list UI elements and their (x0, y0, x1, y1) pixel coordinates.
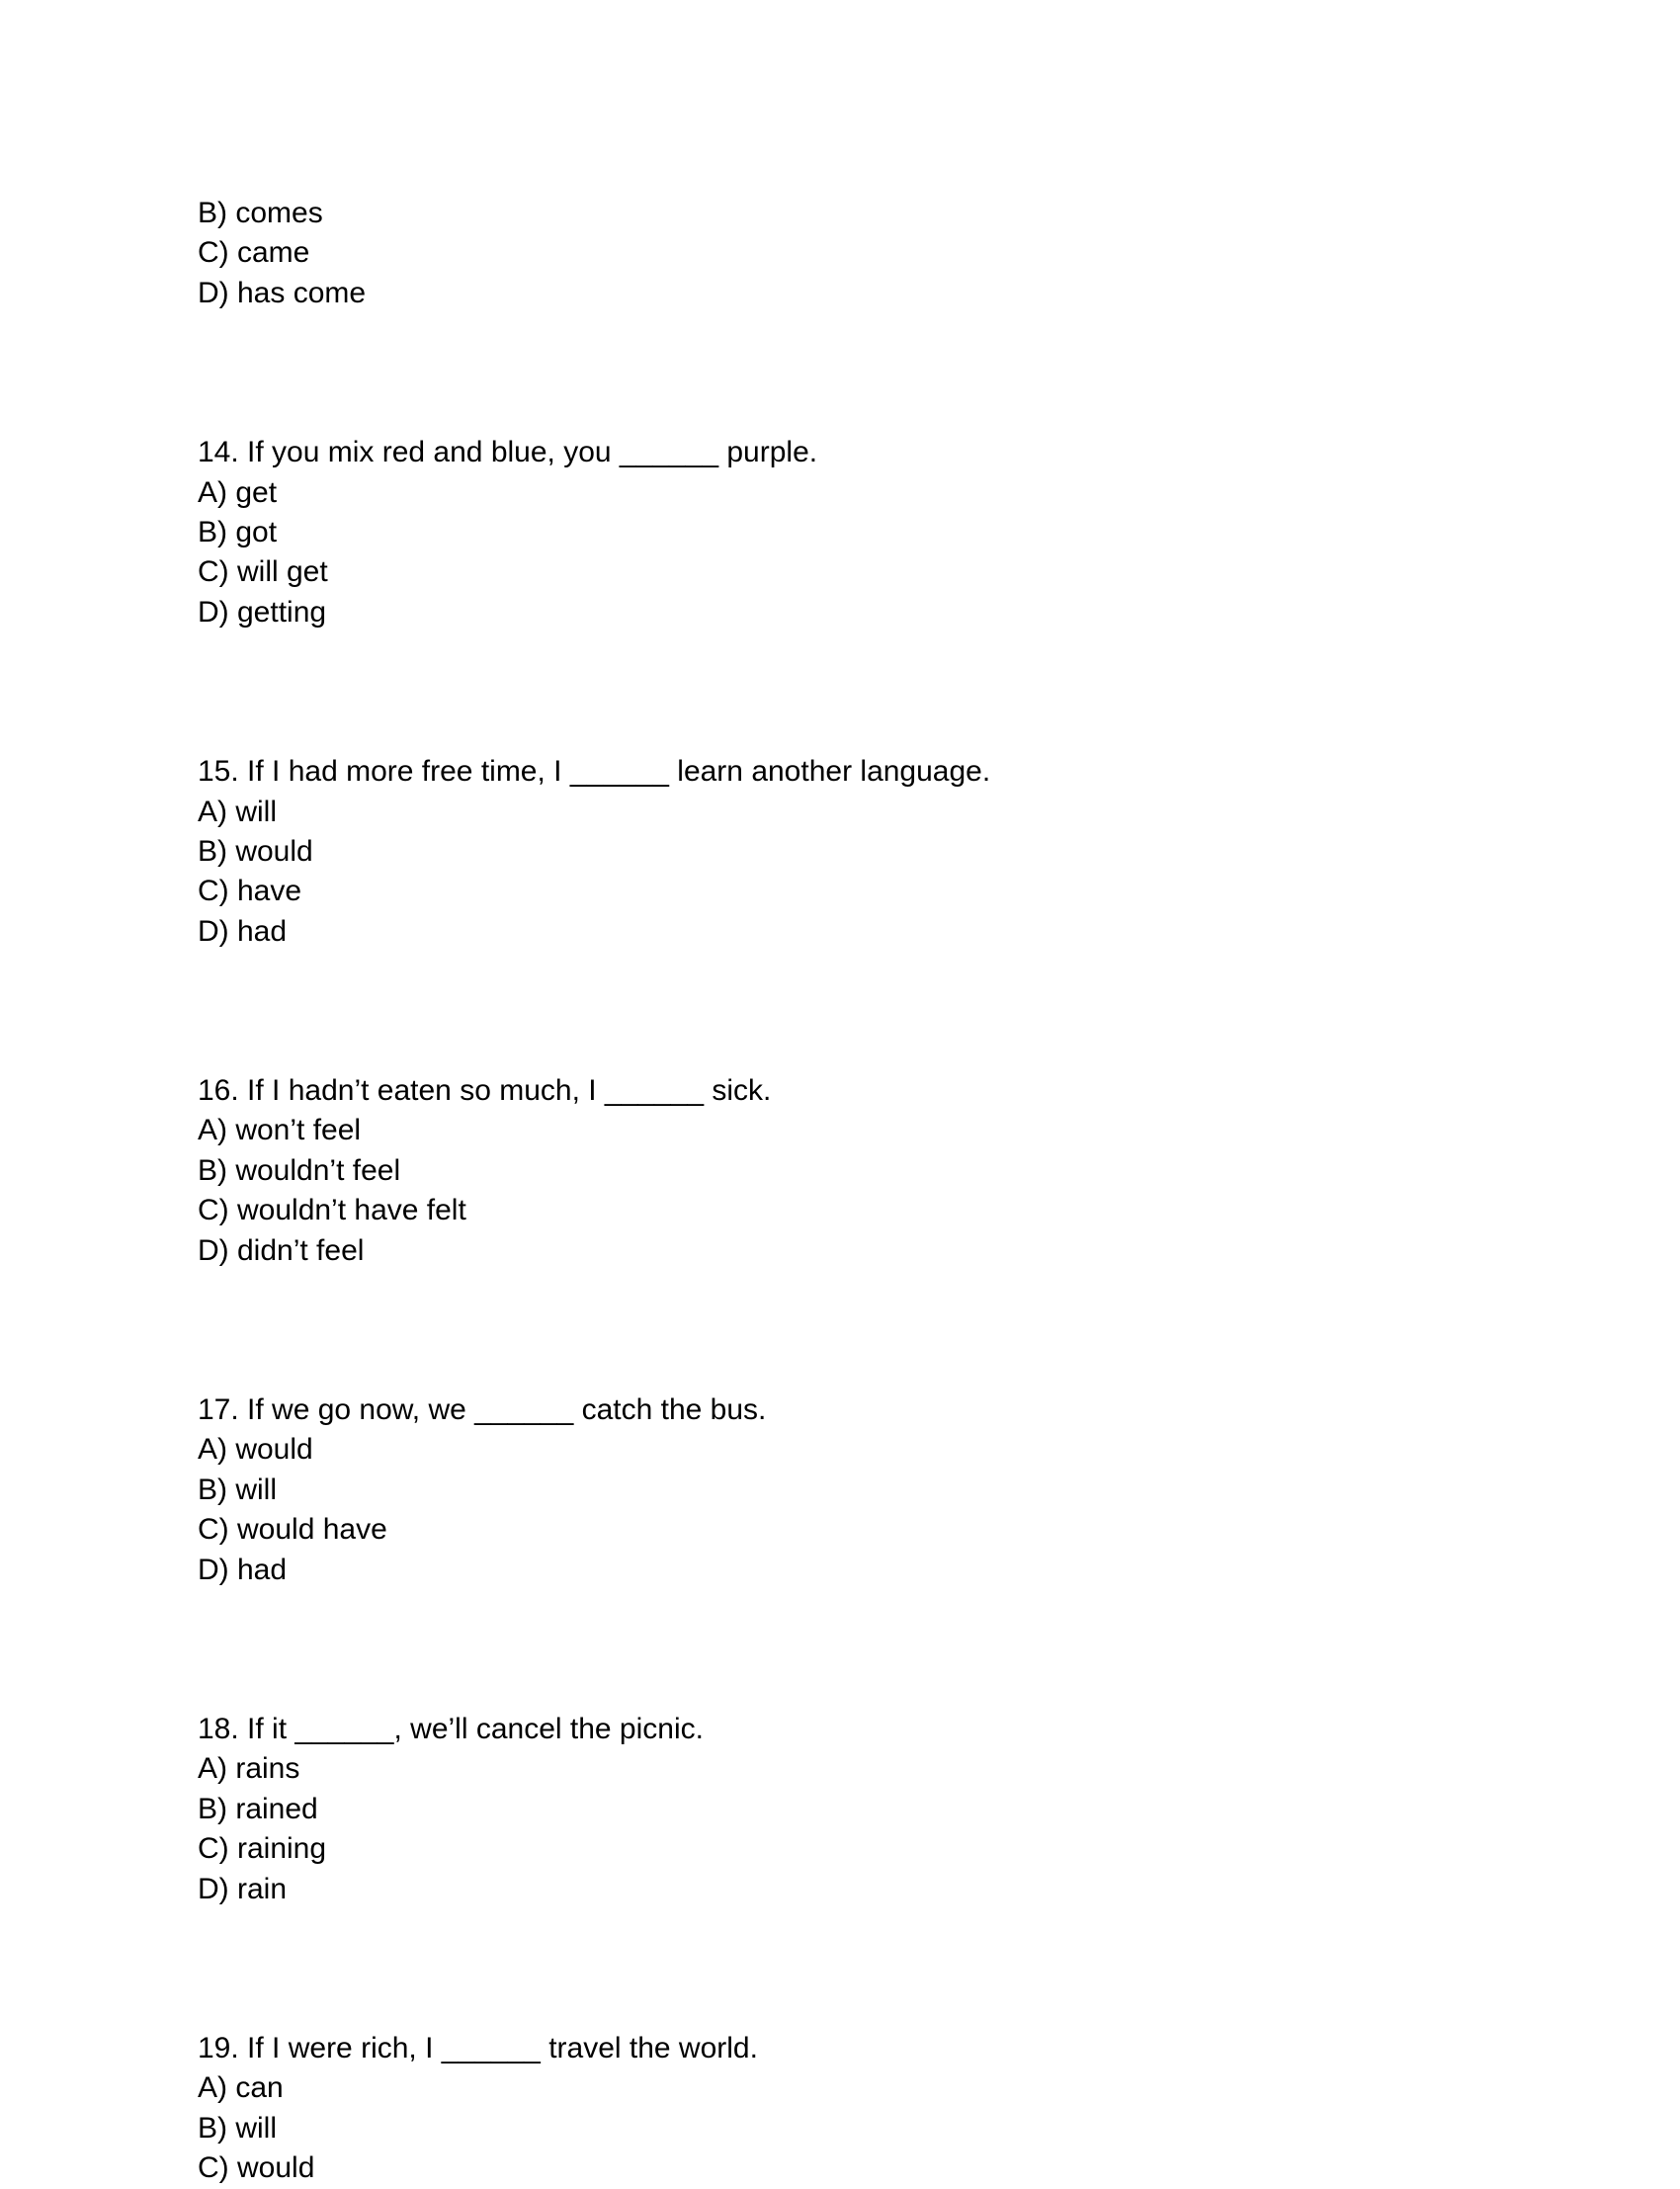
option-b: B) will (198, 1473, 277, 1506)
option-a: A) won’t feel (198, 1114, 362, 1147)
option-b: B) wouldn’t feel (198, 1153, 401, 1187)
question-16 (198, 1071, 1482, 1271)
question-text: 18. If it ______, we’ll cancel the picnic. (198, 1712, 704, 1745)
question-18 (198, 1710, 1482, 1909)
option-d: D) has come (198, 276, 367, 309)
option-c: C) raining (198, 1832, 327, 1866)
question-text: 14. If you mix red and blue, you ______ purple. (198, 436, 818, 469)
option-a: A) will (198, 795, 277, 828)
option-a: A) can (198, 2071, 284, 2105)
option-c: C) would (198, 2151, 315, 2185)
option-d: D) rain (198, 1872, 288, 1905)
option-b: B) got (198, 515, 278, 548)
option-d: D) had (198, 914, 288, 948)
option-c: C) came (198, 236, 310, 270)
question-17 (198, 1390, 1482, 1590)
question-14 (198, 433, 1482, 632)
option-c: C) have (198, 875, 302, 908)
option-c: C) will get (198, 555, 328, 589)
question-15 (198, 752, 1482, 952)
option-b: B) rained (198, 1792, 318, 1825)
option-d: D) didn’t feel (198, 1233, 365, 1267)
question-text: 15. If I had more free time, I ______ learn another language. (198, 755, 991, 789)
question-19 (198, 2029, 1482, 2189)
option-a: A) get (198, 475, 278, 509)
option-a: A) would (198, 1433, 313, 1467)
question-text: 17. If we go now, we ______ catch the bus. (198, 1393, 767, 1427)
document-page (198, 194, 1482, 2189)
option-d: D) getting (198, 595, 327, 629)
option-b: B) would (198, 834, 313, 868)
option-a: A) rains (198, 1752, 300, 1786)
option-c: C) would have (198, 1513, 387, 1547)
question-text: 16. If I hadn’t eaten so much, I ______ sick. (198, 1074, 772, 1108)
question-text: 19. If I were rich, I ______ travel the world. (198, 2031, 758, 2064)
question-13-continued-options (198, 194, 1482, 313)
option-b: B) will (198, 2111, 277, 2145)
option-d: D) had (198, 1553, 288, 1586)
option-b: B) comes (198, 197, 323, 229)
option-c: C) wouldn’t have felt (198, 1194, 466, 1227)
